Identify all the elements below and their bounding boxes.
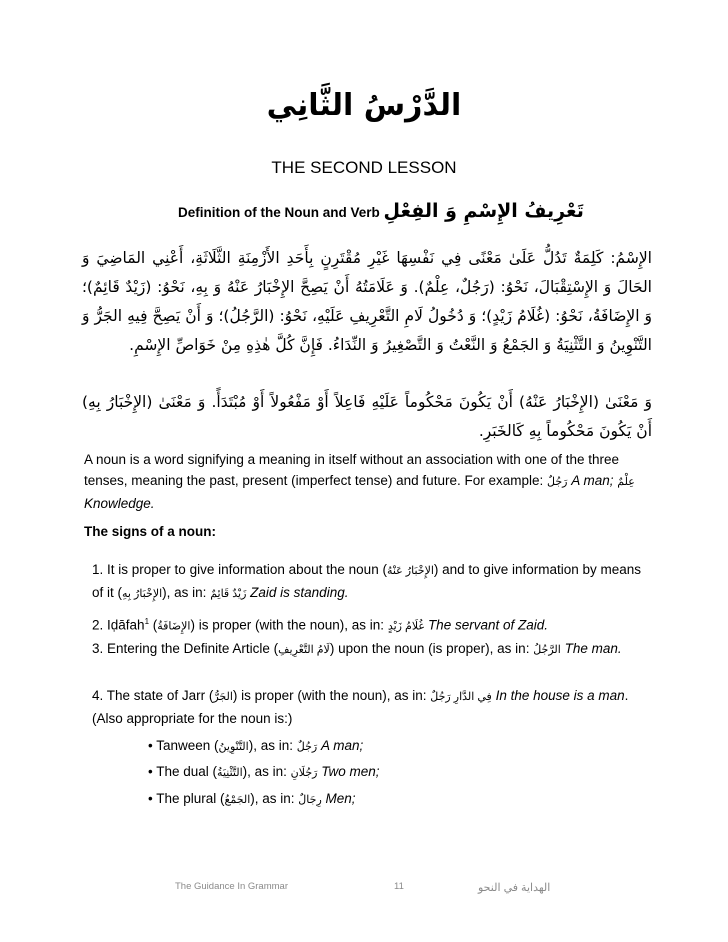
english-paragraph [84, 449, 652, 514]
item-arabic-term-2: الإِخْبَارُ بِهِ [122, 588, 163, 600]
item-example-arabic: غُلَامُ زَيْدٍ [387, 620, 425, 633]
bullet-text-2: ), as in: [248, 738, 293, 753]
item-arabic-term: الإِخْبَارُ عَنْهُ [386, 565, 434, 577]
bullet-dot-icon: • [148, 791, 153, 806]
bullet-item [148, 735, 363, 758]
bullet-example-english: A man; [320, 738, 364, 753]
bullet-example-arabic: رَجُلَانِ [290, 767, 318, 779]
footnote-marker[interactable]: 1 [144, 617, 150, 626]
page-number: 11 [394, 881, 404, 892]
bullet-arabic-term: الجَمْعُ [224, 794, 251, 806]
example-arabic-1: رَجُلٌ [547, 476, 568, 488]
bullet-text: The dual ( [156, 764, 218, 779]
item-number: 2. [92, 617, 104, 633]
item-text-2: ) upon the noun (is proper), as in: [329, 641, 530, 656]
item-text: Iḍāfah [107, 617, 145, 633]
bullet-dot-icon: • [148, 764, 153, 779]
item-text-3: ), as in: [162, 585, 207, 600]
list-item [92, 638, 652, 661]
bullet-arabic-term: التَّثْنِيَةُ [217, 767, 243, 779]
item-arabic-term: لَامُ التَّعْرِيفِ [278, 644, 330, 656]
bullet-item [148, 788, 356, 811]
bullet-example-english: Men; [325, 791, 356, 806]
bullet-item [148, 761, 379, 784]
example-english-2: Knowledge. [84, 496, 155, 511]
footer-arabic-title: الهداية في النحو [478, 882, 551, 894]
bullet-example-arabic: رِجَالٌ [298, 794, 322, 806]
bullet-text-2: ), as in: [242, 764, 287, 779]
item-example-english: Zaid is standing. [250, 585, 349, 600]
item-text: The state of Jarr ( [106, 688, 214, 703]
item-arabic-term: الجَرُّ [213, 691, 233, 703]
item-example-arabic: زَيْدٌ قَائِمٌ [210, 588, 247, 600]
list-item [92, 559, 652, 605]
item-number: 3. [92, 641, 104, 656]
item-arabic-term: الإِضَافَةُ [157, 620, 191, 633]
item-text-3: . (Also appropriate for the noun is:) [92, 688, 629, 726]
bullet-example-english: Two men; [321, 764, 380, 779]
subtitle-english: Definition of the Noun and Verb [178, 205, 380, 220]
lesson-title-arabic: الدَّرْسُ الثَّانِي [266, 88, 462, 123]
item-number: 1. [92, 562, 104, 577]
item-text-2: ) and to give information by means of it ( [92, 562, 642, 600]
list-item [92, 685, 652, 730]
item-text-2: ) is proper (with the noun), as in: [232, 688, 427, 703]
arabic-paragraph-1: الإِسْمُ: كَلِمَةٌ تَدُلُّ عَلَىٰ مَعْنًى فِي نَفْسِهَا غَيْرِ مُقْتَرِنٍ بِأَحَدِ الأَزْمِنَةِ الثَّلَاثَةِ، أَعْنِي المَاضِيَ وَ الحَالَ وَ الإِسْتِقْبَالَ، نَحْوُ: (رَجُلٌ، عِلْمٌ). وَ عَلَامَتُهُ أَنْ يَصِحَّ الإِخْبَارُ عَنْهُ وَ بِهِ، نَحْوُ: (زَيْدٌ قَائِمٌ)؛ وَ الإِضَافَةُ، نَحْوُ: (غُلَامُ زَيْدٍ)؛ وَ دُخُولُ لَامِ التَّعْرِيفِ عَلَيْهِ، نَحْوُ: (الرَّجُلُ)؛ وَ أَنْ يَصِحَّ فِيهِ الجَرُّ وَ التَّنْوِينُ وَ التَّثْنِيَةُ وَ الجَمْعُ وَ النَّعْتُ وَ التَّصْغِيرُ وَ النِّدَاءُ. فَإِنَّ كُلَّ هٰذِهِ مِنْ خَوَاصِّ الإِسْمِ. [82, 249, 652, 354]
example-english-1: A man; [571, 473, 614, 488]
footer-book-title: The Guidance In Grammar [175, 881, 288, 892]
item-example-english: In the house is a man [495, 688, 625, 703]
item-example-arabic: فِي الدَّارِ رَجُلٌ [430, 691, 492, 703]
bullet-text: Tanween ( [156, 738, 219, 753]
item-text: Entering the Definite Article ( [107, 641, 279, 656]
example-arabic-2: عِلْمٌ [617, 476, 635, 488]
signs-heading: The signs of a noun: [84, 524, 216, 539]
item-example-arabic: الرَّجُلُ [533, 644, 561, 656]
item-example-english: The servant of Zaid. [427, 617, 548, 633]
arabic-paragraph-2: وَ مَعْنَىٰ (الإِخْبَارُ عَنْهُ) أَنْ يَكُونَ مَحْكُوماً عَلَيْهِ فَاعِلاً أَوْ مَفْعُولاً أَوْ مُبْتَدَأً. وَ مَعْنَىٰ (الإِخْبَارُ بِهِ) أَنْ يَكُونَ مَحْكُوماً بِهِ كَالخَبَرِ. [82, 393, 652, 440]
bullet-arabic-term: التَّنْوِينُ [218, 741, 249, 753]
list-item: 2. Iḍāfah$^1$ (الإِضَافَةُ) is proper (with the noun), as in: غُلَامُ زَيْدٍ The servant of Zaid. [92, 617, 548, 633]
bullet-text: The plural ( [156, 791, 225, 806]
english-paragraph-text: A noun is a word signifying a meaning in itself without an association with one of the three tenses, meaning the past, present (imperfect tense) and future. For example: [84, 452, 620, 488]
bullet-example-arabic: رَجُلٌ [296, 741, 318, 753]
bullet-text-2: ), as in: [250, 791, 295, 806]
lesson-title-english: THE SECOND LESSON [271, 158, 457, 177]
section-subtitle [178, 200, 598, 222]
item-text: It is proper to give information about the noun ( [107, 562, 387, 577]
subtitle-arabic: تَعْرِيفُ الإِسْمِ وَ الفِعْلِ [383, 200, 584, 222]
item-text-2: is proper (with the noun), as in: [198, 617, 385, 633]
item-example-english: The man. [564, 641, 622, 656]
bullet-dot-icon: • [148, 738, 153, 753]
item-number: 4. [92, 688, 104, 703]
